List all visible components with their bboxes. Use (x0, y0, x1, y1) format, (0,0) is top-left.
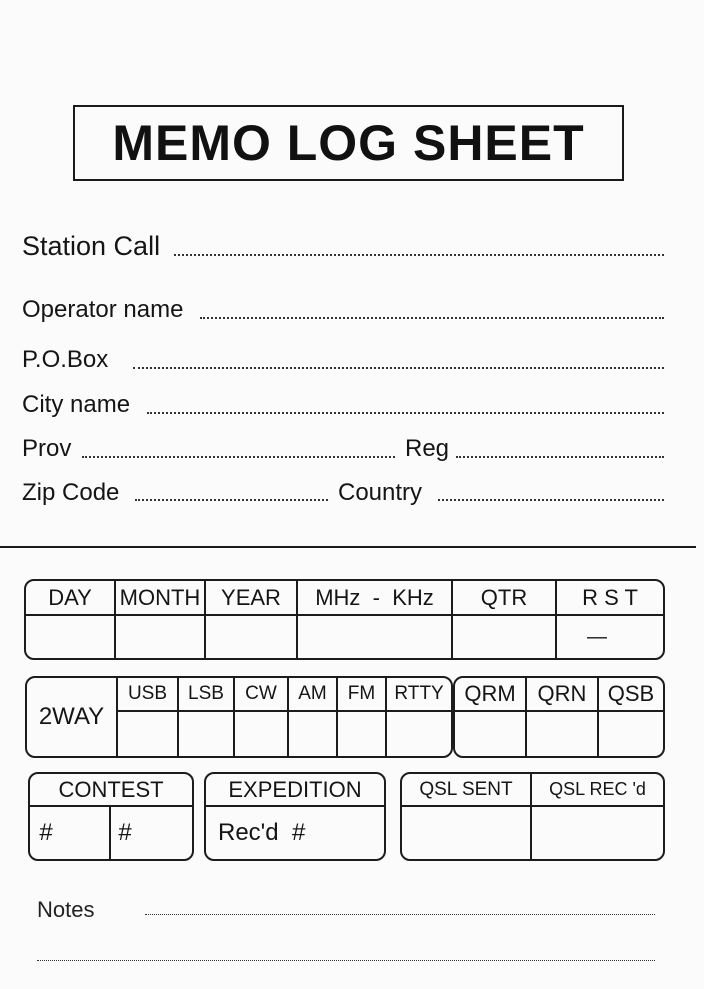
header-rst: R S T (582, 584, 638, 610)
rst-cell[interactable]: — (587, 625, 607, 648)
mode-am: AM (298, 683, 327, 704)
prov-label: Prov (22, 435, 72, 462)
header-qtr: QTR (480, 584, 528, 610)
notes-line[interactable] (37, 960, 655, 961)
log-table (24, 579, 665, 660)
header-qrm: QRM (464, 681, 516, 706)
day-cell[interactable] (28, 616, 114, 658)
qsl-received-cell[interactable] (532, 807, 663, 859)
header-year: YEAR (221, 584, 281, 610)
po-box-label: P.O.Box (22, 346, 109, 373)
prov-line[interactable] (82, 456, 395, 458)
mode-cw: CW (245, 683, 277, 704)
operator-name-line[interactable] (200, 317, 664, 319)
station-call-label: Station Call (22, 231, 161, 261)
qsl-table (400, 772, 665, 861)
header-qsb: QSB (607, 681, 655, 706)
contest-number-cell[interactable]: # (118, 819, 132, 846)
country-line[interactable] (438, 499, 664, 501)
po-box-line[interactable] (133, 367, 664, 369)
contest-number-cell[interactable]: # (39, 819, 53, 846)
reg-line[interactable] (456, 456, 664, 458)
report-table (453, 676, 665, 758)
month-cell[interactable] (116, 616, 204, 658)
expedition-received-cell[interactable]: Rec'd # (218, 819, 306, 846)
contest-table (28, 772, 194, 861)
city-name-line[interactable] (147, 412, 664, 414)
fm-cell[interactable] (338, 712, 385, 756)
header-day: DAY (48, 584, 92, 610)
operator-name-label: Operator name (22, 296, 184, 323)
lsb-cell[interactable] (179, 712, 233, 756)
mode-table (25, 676, 453, 758)
notes-label: Notes (37, 897, 95, 922)
qsb-cell[interactable] (599, 712, 663, 756)
header-frequency: MHz - KHz (315, 584, 434, 610)
qrn-cell[interactable] (527, 712, 597, 756)
rtty-cell[interactable] (387, 712, 451, 756)
notes-line[interactable] (145, 914, 655, 915)
header-qrn: QRN (537, 681, 587, 706)
cw-cell[interactable] (235, 712, 287, 756)
qrm-cell[interactable] (457, 712, 525, 756)
mode-usb: USB (127, 683, 168, 704)
mode-rtty: RTTY (394, 683, 444, 704)
contest-header: CONTEST (58, 776, 164, 802)
am-cell[interactable] (289, 712, 336, 756)
mode-lsb: LSB (188, 683, 224, 704)
qsl-sent-cell[interactable] (404, 807, 530, 859)
year-cell[interactable] (206, 616, 296, 658)
usb-cell[interactable] (118, 712, 177, 756)
city-name-label: City name (22, 391, 131, 418)
mode-fm: FM (347, 683, 376, 704)
title-box (73, 105, 624, 181)
header-month: MONTH (119, 584, 201, 610)
expedition-table (204, 772, 386, 861)
expedition-header: EXPEDITION (228, 776, 362, 802)
contest-divider (109, 805, 111, 859)
two-way-label: 2WAY (38, 703, 105, 730)
page-title: MEMO LOG SHEET (112, 115, 585, 171)
header-qsl-received: QSL REC 'd (549, 779, 646, 799)
section-divider (0, 546, 696, 548)
zip-code-line[interactable] (135, 499, 328, 501)
zip-code-label: Zip Code (22, 479, 120, 506)
station-call-line[interactable] (174, 254, 664, 256)
country-label: Country (338, 479, 423, 506)
qtr-cell[interactable] (453, 616, 555, 658)
frequency-cell[interactable] (298, 616, 451, 658)
header-qsl-sent: QSL SENT (419, 778, 513, 800)
reg-label: Reg (405, 435, 450, 462)
